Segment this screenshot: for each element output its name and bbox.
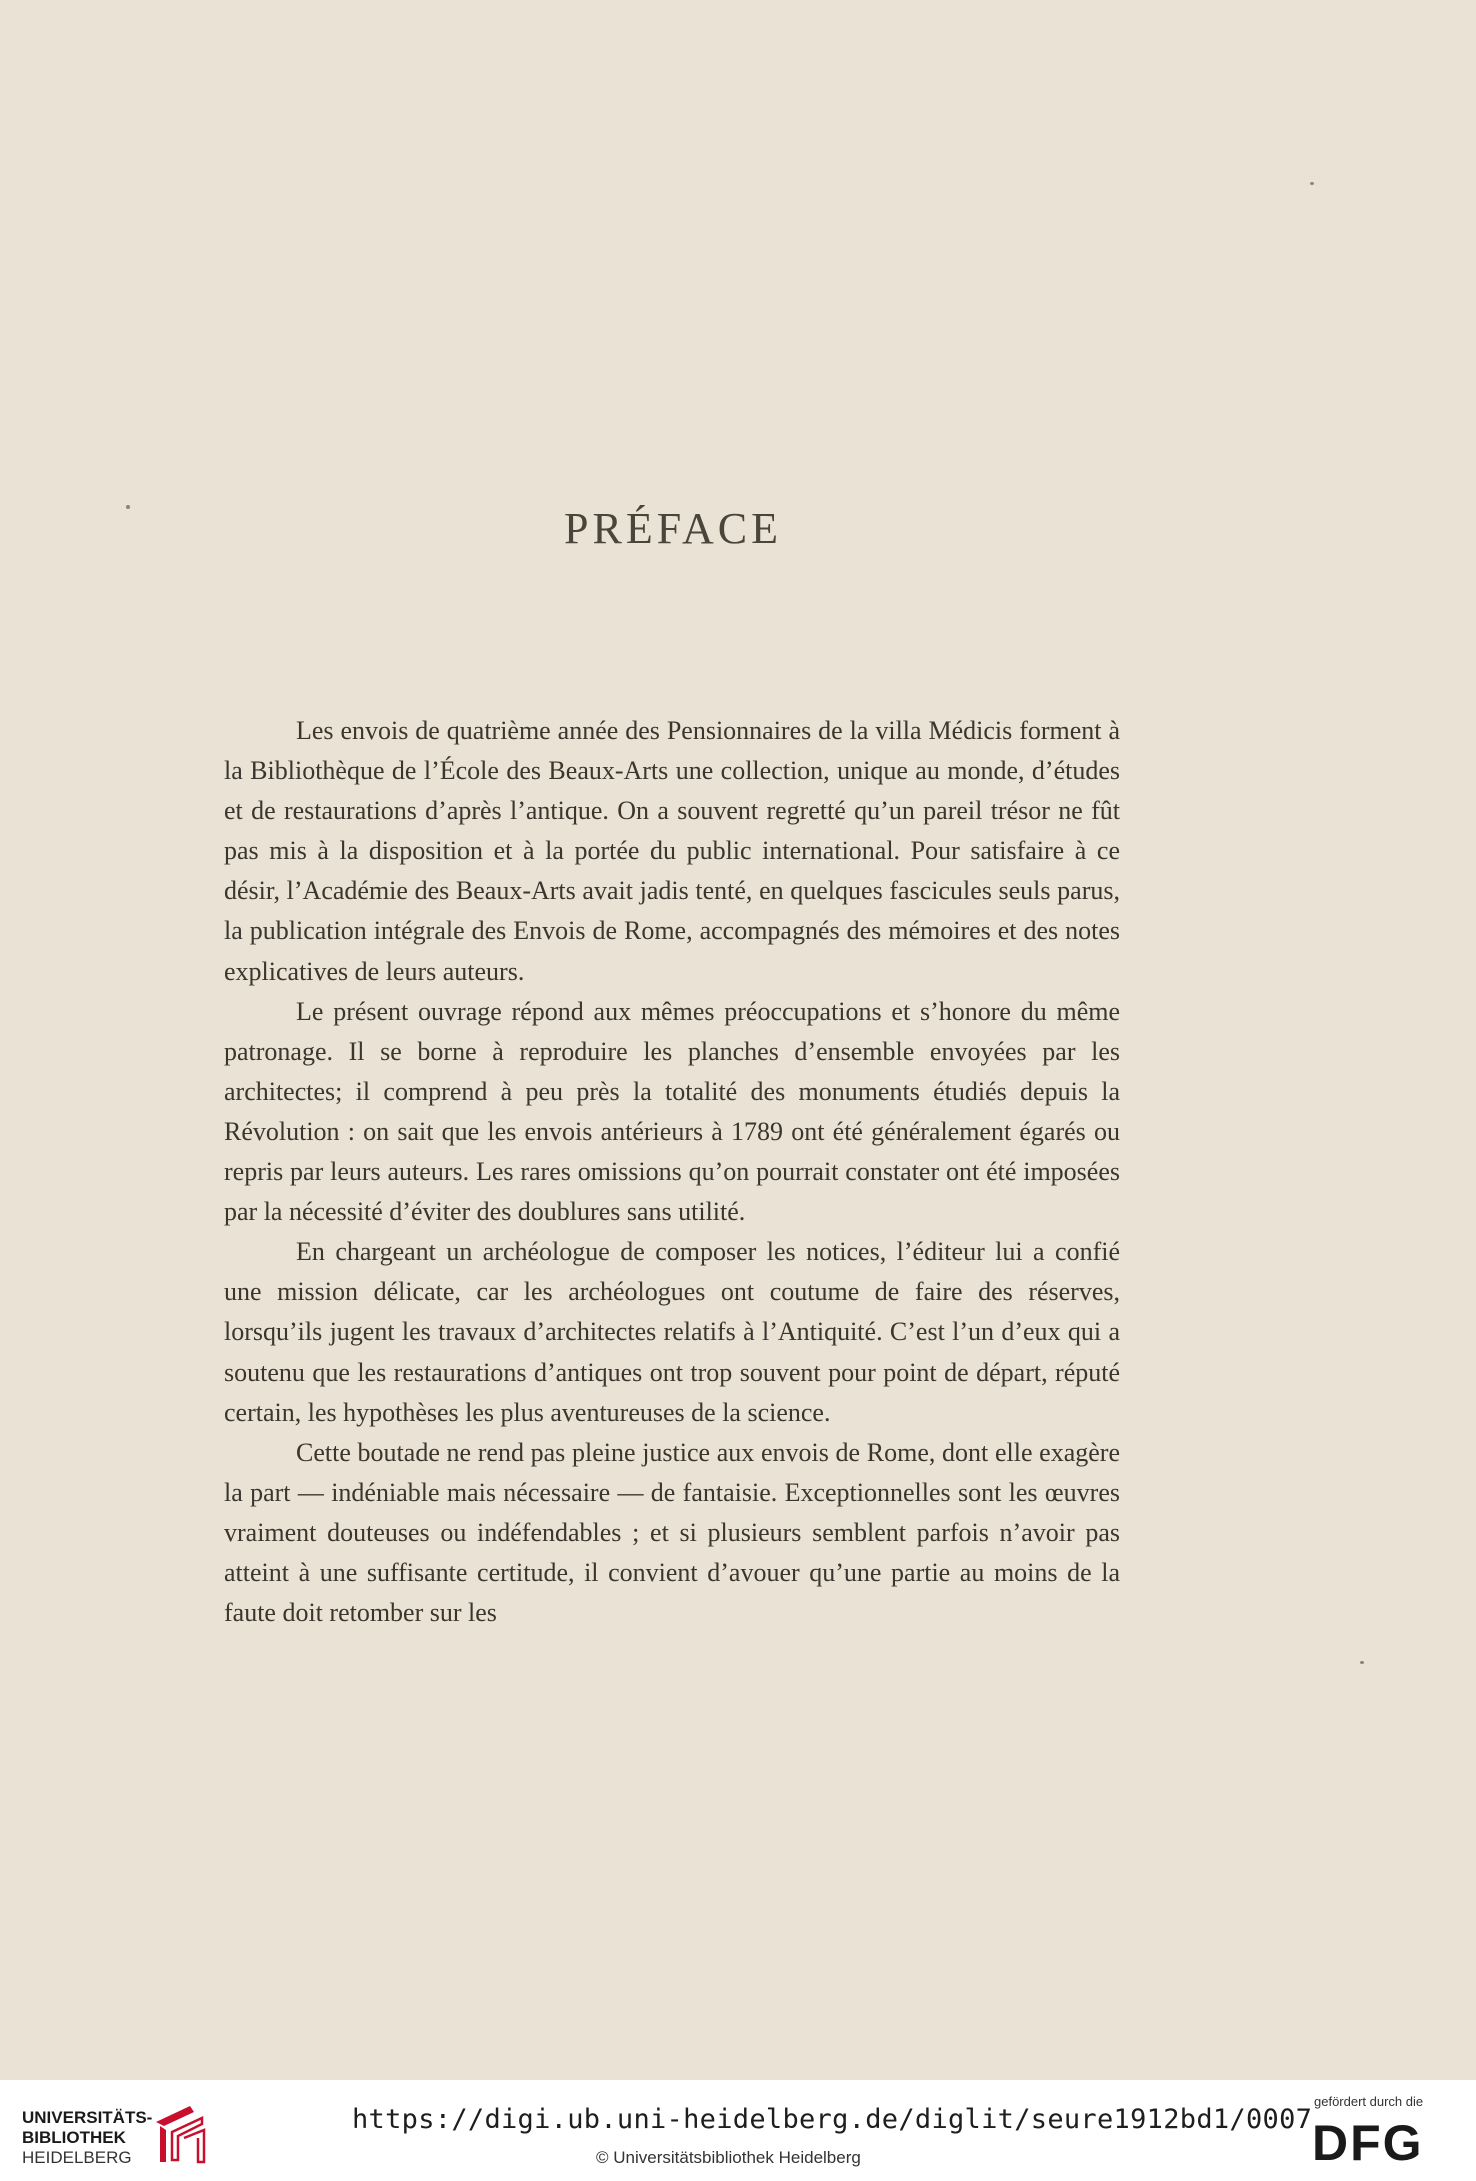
dfg-logo[interactable]: DFG — [1312, 2115, 1424, 2171]
paragraph: Cette boutade ne rend pas pleine justice aux envois de Rome, dont elle exagère la part — indéniable mais nécessaire — de fantaisie. Exceptionnelles sont les œuvres vraiment douteuses ou indéfendables ; et si plusieurs semblent parfois n’avoir pas atteint à une suffisante certitude, il convient d’avouer qu’une partie au moins de la faute doit retomber sur les — [224, 1437, 1120, 1628]
library-name-line: UNIVERSITÄTS- — [22, 2108, 153, 2127]
library-name-line: HEIDELBERG — [22, 2148, 132, 2167]
library-name-line: BIBLIOTHEK — [22, 2128, 126, 2147]
library-logo-text[interactable] — [22, 2108, 152, 2168]
paper-speck — [1310, 182, 1314, 185]
university-library-logo-icon[interactable] — [150, 2102, 208, 2166]
paragraph: Le présent ouvrage répond aux mêmes préoccupations et s’honore du même patronage. Il se borne à reproduire les planches d’ensemble envoyées par les architectes; il comprend à peu près la totalité des monuments étudiés depuis la Révolution : on sait que les envois antérieurs à 1789 ont été généralement égarés ou repris par leurs auteurs. Les rares omissions qu’on pourrait constater ont été imposées par la nécessité d’éviter des doublures sans utilité. — [224, 996, 1120, 1227]
page-title: PRÉFACE — [564, 504, 782, 554]
paper-speck — [1360, 1661, 1364, 1664]
funding-caption: gefördert durch die — [1314, 2094, 1424, 2109]
viewer-footer — [0, 2080, 1476, 2181]
preface-body — [224, 711, 1120, 1633]
paragraph: En chargeant un archéologue de composer les notices, l’éditeur lui a confié une mission délicate, car les archéologues ont coutume de faire des réserves, lorsqu’ils jugent les travaux d’architectes relatifs à l’Antiquité. C’est l’un d’eux qui a soutenu que les restaurations d’antiques ont trop souvent pour point de départ, réputé certain, les hypothèses les plus aventureuses de la science. — [224, 1237, 1120, 1427]
copyright-notice: © Universitätsbibliothek Heidelberg — [596, 2148, 861, 2167]
permalink-url[interactable]: https://digi.ub.uni-heidelberg.de/diglit/seure1912bd1/0007 — [352, 2104, 1313, 2135]
paragraph: Les envois de quatrième année des Pensionnaires de la villa Médicis forment à la Bibliothèque de l’École des Beaux-Arts une collection, unique au monde, d’études et de restaurations d’après l’antique. On a souvent regretté qu’un pareil trésor ne fût pas mis à la disposition et à la portée du public international. Pour satisfaire à ce désir, l’Académie des Beaux-Arts avait jadis tenté, en quelques fascicules seuls parus, la publication intégrale des Envois de Rome, accompagnés des mémoires et des notes explicatives de leurs auteurs. — [224, 716, 1120, 986]
